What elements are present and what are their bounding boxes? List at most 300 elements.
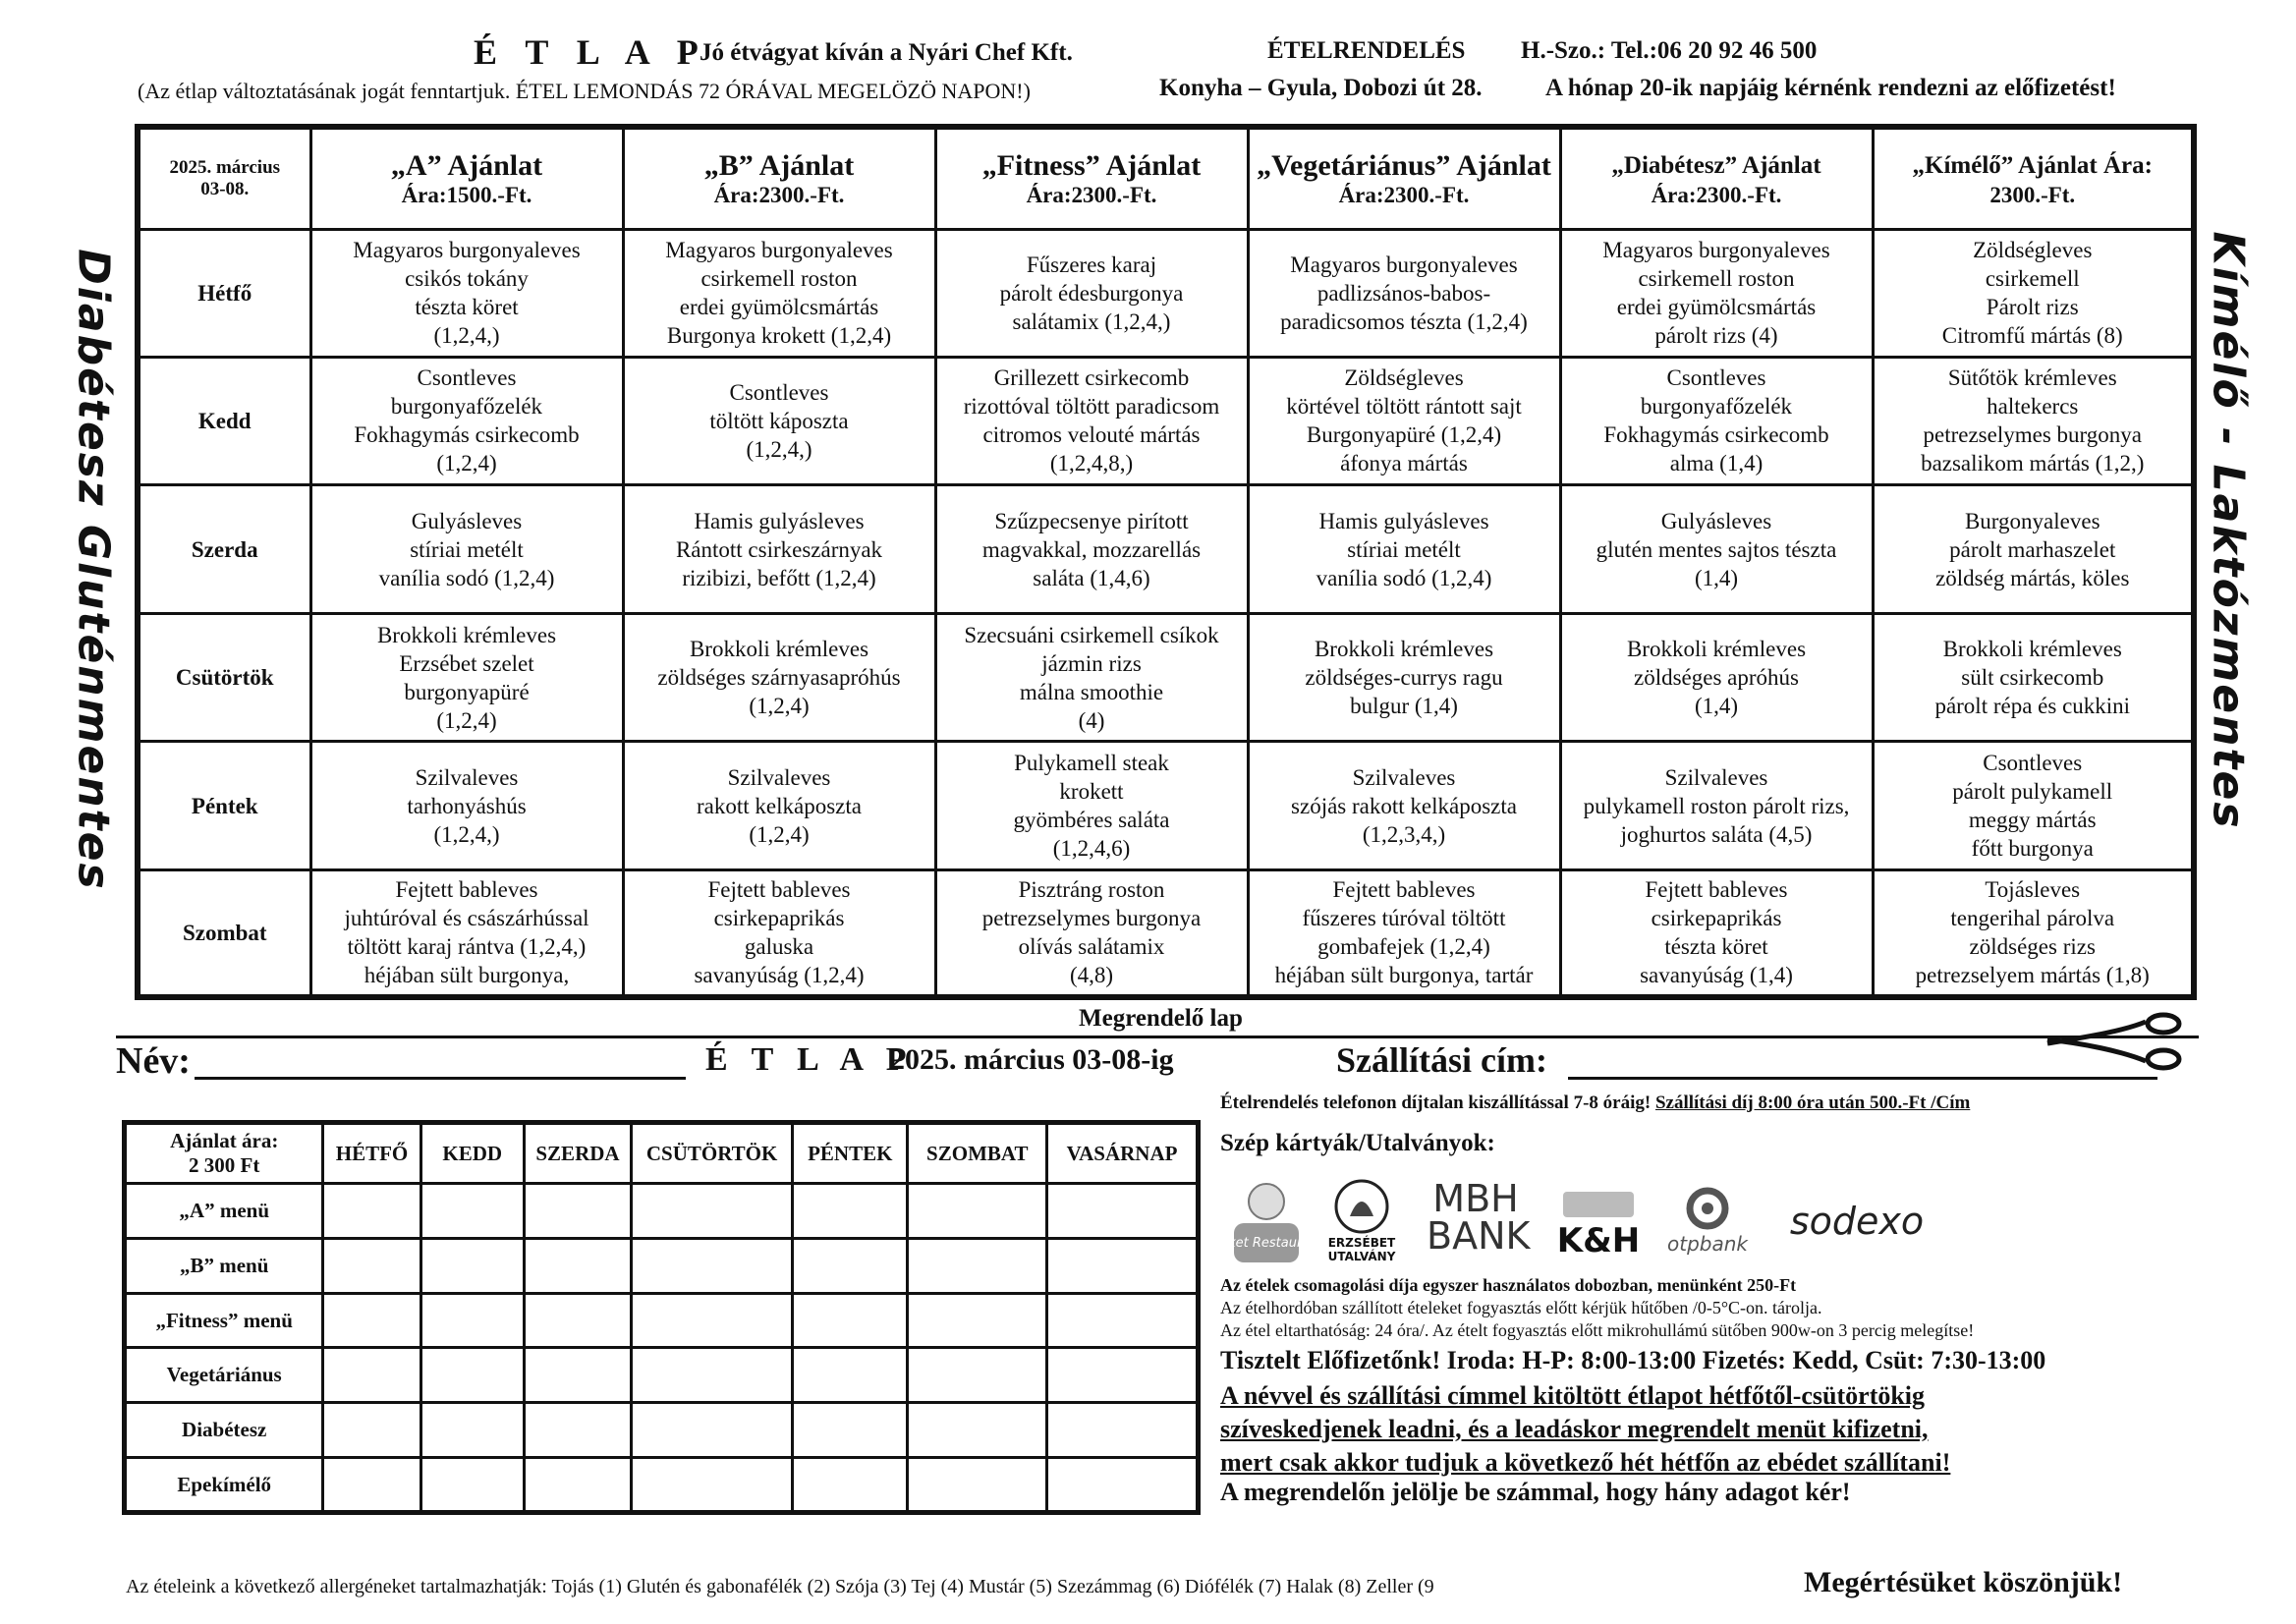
order-quantity-cell[interactable] xyxy=(1047,1458,1199,1513)
dish-line: Fejtett bableves xyxy=(1645,877,1788,903)
dish-line: rakott kelkáposzta xyxy=(697,793,862,818)
menu-day-row xyxy=(138,484,2194,613)
dish-line: Burgonyapüré (1,2,4) xyxy=(1306,422,1502,448)
dish-line: csirkemell xyxy=(1985,266,2080,292)
side-label-left: Diabétesz Gluténmentes xyxy=(68,249,119,891)
order-day-header: VASÁRNAP xyxy=(1047,1123,1199,1184)
dish-line: stíriai metélt xyxy=(410,536,524,562)
order-row xyxy=(125,1184,1199,1239)
order-row-label: „B” menü xyxy=(125,1238,323,1293)
sodexo-logo xyxy=(1768,1187,1945,1256)
plan-name: „A” Ajánlat xyxy=(390,148,543,182)
logo-text: K&H xyxy=(1556,1221,1641,1260)
dish-line: málna smoothie xyxy=(1019,679,1164,704)
menu-cell xyxy=(623,614,935,742)
dish-line: csirkepaprikás xyxy=(713,906,845,931)
menu-day-row xyxy=(138,229,2194,357)
menu-cell xyxy=(1873,869,2194,997)
order-row-label: Vegetáriánus xyxy=(125,1348,323,1403)
menu-day-row xyxy=(138,614,2194,742)
menu-cell xyxy=(1873,742,2194,869)
menu-cell xyxy=(1560,484,1873,613)
dish-line: zöldséges-currys ragu xyxy=(1305,665,1503,691)
order-quantity-cell[interactable] xyxy=(420,1403,524,1458)
menu-day-row xyxy=(138,357,2194,484)
order-quantity-cell[interactable] xyxy=(908,1403,1047,1458)
date-line: 2025. március xyxy=(169,156,281,178)
hours-phone: H.-Szo.: Tel.:06 20 92 46 500 xyxy=(1521,37,1818,64)
dish-line: jázmin rizs xyxy=(1041,650,1142,676)
dish-line: Sütőtök krémleves xyxy=(1947,365,2117,391)
name-label: Név: xyxy=(116,1040,191,1082)
order-row-label: Epekímélő xyxy=(125,1458,323,1513)
order-quantity-cell[interactable] xyxy=(420,1293,524,1348)
dish-line: (1,2,3,4,) xyxy=(1362,821,1446,847)
menu-cell xyxy=(623,357,935,484)
dish-line: Párolt rizs xyxy=(1986,295,2079,320)
menu-cell xyxy=(1560,614,1873,742)
menu-cell xyxy=(1560,742,1873,869)
order-day-header: KEDD xyxy=(420,1123,524,1184)
order-row xyxy=(125,1238,1199,1293)
order-quantity-cell[interactable] xyxy=(524,1403,631,1458)
dish-line: Szilvaleves xyxy=(1352,764,1456,790)
dish-line: Zöldségleves xyxy=(1973,238,2093,263)
order-quantity-cell[interactable] xyxy=(908,1348,1047,1403)
dish-line: Magyaros burgonyaleves xyxy=(1290,252,1518,277)
order-quantity-cell[interactable] xyxy=(632,1238,793,1293)
dish-line: Magyaros burgonyaleves xyxy=(665,238,893,263)
dish-line: Csontleves xyxy=(1983,751,2083,776)
dish-line: tengerihal párolva xyxy=(1950,906,2115,931)
menu-cell xyxy=(1560,229,1873,357)
order-day-header: SZERDA xyxy=(524,1123,631,1184)
dish-line: (1,2,4) xyxy=(749,821,810,847)
address-field[interactable] xyxy=(1568,1041,2157,1080)
dish-line: Pisztráng roston xyxy=(1018,877,1165,903)
dish-line: (4,8) xyxy=(1069,963,1114,988)
weekly-menu-table xyxy=(135,124,2197,1000)
price-header xyxy=(125,1123,323,1184)
dish-line: gyömbéres saláta xyxy=(1013,808,1170,833)
menu-cell xyxy=(310,742,623,869)
dish-line: petrezselyem mártás (1,8) xyxy=(1915,963,2150,988)
dish-line: petrezselymes burgonya xyxy=(981,906,1202,931)
order-quantity-cell[interactable] xyxy=(793,1348,908,1403)
menu-cell xyxy=(1248,614,1560,742)
dish-line: csirkepaprikás xyxy=(1651,906,1782,931)
dish-line: Hamis gulyásleves xyxy=(1318,508,1489,533)
order-quantity-cell[interactable] xyxy=(793,1293,908,1348)
order-quantity-cell[interactable] xyxy=(1047,1348,1199,1403)
order-quantity-cell[interactable] xyxy=(524,1293,631,1348)
logo-text: ERZSÉBET UTALVÁNY xyxy=(1327,1236,1396,1263)
menu-cell xyxy=(935,614,1248,742)
dish-line: töltött káposzta xyxy=(709,408,849,433)
dish-line: Burgonyaleves xyxy=(1964,508,2100,533)
order-row-label: Diabétesz xyxy=(125,1403,323,1458)
plan-name: „Vegetáriánus” Ajánlat xyxy=(1257,148,1551,182)
dish-line: (1,2,4,6) xyxy=(1052,836,1131,862)
address-label: Szállítási cím: xyxy=(1336,1040,1547,1080)
dish-line: gombafejek (1,2,4) xyxy=(1317,934,1490,960)
dish-line: csikós tokány xyxy=(405,266,529,292)
cards-label: Szép kártyák/Utalványok: xyxy=(1220,1130,1495,1156)
date-header xyxy=(138,127,310,229)
dish-line: Szilvaleves xyxy=(1664,764,1768,790)
plan-header xyxy=(1248,127,1560,229)
dish-line: (1,2,4) xyxy=(749,694,810,719)
dish-line: (1,2,4) xyxy=(436,451,497,476)
order-quantity-cell[interactable] xyxy=(420,1348,524,1403)
order-label: ÉTELRENDELÉS xyxy=(1267,37,1466,64)
dish-line: savanyúság (1,2,4) xyxy=(694,963,865,988)
plan-price: Ára:1500.-Ft. xyxy=(401,182,532,207)
dish-line: körtével töltött rántott sajt xyxy=(1286,394,1522,420)
dish-line: Gulyásleves xyxy=(1660,508,1772,533)
dish-line: Fejtett bableves xyxy=(1332,877,1476,903)
order-quantity-cell[interactable] xyxy=(420,1184,524,1239)
order-quantity-cell[interactable] xyxy=(1047,1238,1199,1293)
plan-price: Ára:2300.-Ft. xyxy=(1651,182,1782,207)
order-row xyxy=(125,1458,1199,1513)
order-quantity-cell[interactable] xyxy=(524,1458,631,1513)
cut-line xyxy=(116,1036,2199,1038)
menu-cell xyxy=(935,742,1248,869)
dish-line: Fokhagymás csirkecomb xyxy=(354,422,580,448)
menu-cell xyxy=(1248,869,1560,997)
logo-text: Ticket Restaurant xyxy=(1209,1236,1323,1251)
dish-line: (1,4) xyxy=(1694,694,1739,719)
order-quantity-cell[interactable] xyxy=(632,1293,793,1348)
order-quantity-cell[interactable] xyxy=(632,1458,793,1513)
dish-line: bazsalikom mártás (1,2,) xyxy=(1921,451,2145,476)
dish-line: Szecsuáni csirkemell csíkok xyxy=(964,622,1219,647)
dish-line: juhtúróval és császárhússal xyxy=(344,906,589,931)
menu-header-row xyxy=(138,127,2194,229)
dish-line: párolt rizs (4) xyxy=(1654,323,1778,349)
plan-name: „Diabétesz” Ajánlat xyxy=(1611,151,1821,179)
delivery-note xyxy=(1220,1092,1970,1114)
menu-cell xyxy=(935,357,1248,484)
day-label: Csütörtök xyxy=(138,614,310,742)
menu-cell xyxy=(310,869,623,997)
menu-cell xyxy=(310,614,623,742)
dish-line: meggy mártás xyxy=(1968,808,2097,833)
dish-line: Magyaros burgonyaleves xyxy=(353,238,581,263)
order-row xyxy=(125,1293,1199,1348)
order-grid xyxy=(122,1120,1201,1515)
dish-line: szójás rakott kelkáposzta xyxy=(1291,793,1517,818)
dish-line: magvakkal, mozzarellás xyxy=(981,536,1202,562)
dish-line: tészta köret xyxy=(1664,934,1768,960)
dish-line: salátamix (1,2,4,) xyxy=(1012,308,1171,334)
dish-line: rizibizi, befőtt (1,2,4) xyxy=(682,565,876,590)
dish-line: Csontleves xyxy=(729,379,829,405)
dish-line: Brokkoli krémleves xyxy=(1626,637,1807,662)
dish-line: (1,2,4,) xyxy=(746,436,812,462)
instruction-line: szíveskedjenek leadni, és a leadáskor megrendelt menüt kifizetni, xyxy=(1220,1415,1929,1443)
dish-line: Brokkoli krémleves xyxy=(376,622,557,647)
dish-line: paradicsomos tészta (1,2,4) xyxy=(1280,308,1528,334)
order-quantity-cell[interactable] xyxy=(793,1184,908,1239)
logo-text: sodexo xyxy=(1789,1200,1925,1243)
order-quantity-cell[interactable] xyxy=(793,1238,908,1293)
dish-line: padlizsános-babos- xyxy=(1316,280,1491,306)
dish-line: joghurtos saláta (4,5) xyxy=(1620,821,1813,847)
dish-line: Erzsébet szelet xyxy=(399,650,534,676)
menu-cell xyxy=(935,484,1248,613)
dish-line: alma (1,4) xyxy=(1669,451,1764,476)
dish-line: haltekercs xyxy=(1987,394,2079,420)
dish-line: Fűszeres karaj xyxy=(1026,252,1157,277)
menu-cell xyxy=(310,484,623,613)
dish-line: Magyaros burgonyaleves xyxy=(1602,238,1830,263)
delivery-fee: Szállítási díj 8:00 óra után 500.-Ft /Cím xyxy=(1654,1092,1971,1113)
thanks-note: Megértésüket köszönjük! xyxy=(1804,1566,2123,1598)
dish-line: Brokkoli krémleves xyxy=(689,637,869,662)
dish-line: tarhonyáshús xyxy=(407,793,527,818)
dish-line: csirkemell roston xyxy=(1638,266,1795,292)
date-line: 03-08. xyxy=(200,178,250,199)
order-quantity-cell[interactable] xyxy=(793,1403,908,1458)
delivery-free: Ételrendelés telefonon díjtalan kiszállítással 7-8 óráig! xyxy=(1220,1092,1652,1113)
order-quantity-cell[interactable] xyxy=(524,1348,631,1403)
order-row-label: „Fitness” menü xyxy=(125,1293,323,1348)
order-day-header: CSÜTÖRTÖK xyxy=(632,1123,793,1184)
menu-cell xyxy=(1873,357,2194,484)
order-quantity-cell[interactable] xyxy=(323,1184,420,1239)
order-row xyxy=(125,1348,1199,1403)
dish-line: Hamis gulyásleves xyxy=(694,508,865,533)
order-day-header: PÉNTEK xyxy=(793,1123,908,1184)
dish-line: olívás salátamix xyxy=(1018,934,1165,960)
page-title: É T L A P xyxy=(474,32,708,72)
allergen-note: Az ételeink a következő allergéneket tartalmazhatják: Tojás (1) Glutén és gabonafélék (2) Szója (3) Tej (4) Mustár (5) Szezámmag (6) Diófélék (7) Halak (8) Zeller (9 xyxy=(126,1576,1434,1597)
menu-cell xyxy=(1873,229,2194,357)
dish-line: áfonya mártás xyxy=(1340,451,1468,476)
order-quantity-cell[interactable] xyxy=(908,1238,1047,1293)
menu-cell xyxy=(310,357,623,484)
dish-line: bulgur (1,4) xyxy=(1350,694,1458,719)
mbh-bank-logo xyxy=(1415,1175,1537,1260)
menu-cell xyxy=(1560,869,1873,997)
dish-line: főtt burgonya xyxy=(1971,836,2094,862)
dish-line: töltött karaj rántva (1,2,4,) xyxy=(347,934,587,960)
dish-line: párolt pulykamell xyxy=(1952,779,2113,805)
plan-header xyxy=(623,127,935,229)
dish-line: Csontleves xyxy=(417,365,517,391)
order-quantity-cell[interactable] xyxy=(908,1458,1047,1513)
dish-line: galuska xyxy=(744,934,814,960)
logo-text: otpbank xyxy=(1667,1232,1748,1256)
menu-cell xyxy=(623,229,935,357)
dish-line: Fejtett bableves xyxy=(395,877,538,903)
dish-line: rizottóval töltött paradicsom xyxy=(963,394,1220,420)
dish-line: párolt répa és cukkini xyxy=(1934,694,2131,719)
quantity-note: A megrendelőn jelölje be számmal, hogy hány adagot kér! xyxy=(1220,1478,1851,1506)
dish-line: Pulykamell steak xyxy=(1014,751,1169,776)
dish-line: Brokkoli krémleves xyxy=(1942,637,2122,662)
order-quantity-cell[interactable] xyxy=(1047,1184,1199,1239)
plan-name: „Fitness” Ajánlat xyxy=(981,148,1202,182)
order-quantity-cell[interactable] xyxy=(632,1184,793,1239)
menu-cell xyxy=(1248,484,1560,613)
price-header-line: 2 300 Ft xyxy=(189,1153,260,1177)
dish-line: zöldség mártás, köles xyxy=(1935,565,2130,590)
menu-cell xyxy=(1248,357,1560,484)
dish-line: glutén mentes sajtos tészta xyxy=(1596,536,1837,562)
dish-line: burgonyafőzelék xyxy=(390,394,543,420)
order-quantity-cell[interactable] xyxy=(323,1403,420,1458)
dish-line: Szilvaleves xyxy=(415,764,519,790)
dish-line: héjában sült burgonya, tartár xyxy=(1274,963,1534,988)
name-field[interactable] xyxy=(195,1041,686,1080)
menu-cell xyxy=(1248,742,1560,869)
dish-line: Szilvaleves xyxy=(727,764,831,790)
dish-line: csirkemell roston xyxy=(700,266,858,292)
otp-bank-logo xyxy=(1662,1175,1753,1265)
order-quantity-cell[interactable] xyxy=(323,1238,420,1293)
plan-price: Ára:2300.-Ft. xyxy=(713,182,845,207)
subscription-note: A hónap 20-ik napjáig kérnénk rendezni az előfizetést! xyxy=(1545,75,2116,101)
storage-note: Az ételhordóban szállított ételeket fogyasztás előtt kérjük hűtőben /0-5°C-on. tárolja. xyxy=(1220,1298,1822,1317)
order-quantity-cell[interactable] xyxy=(323,1293,420,1348)
day-label: Péntek xyxy=(138,742,310,869)
instruction-line: mert csak akkor tudjuk a következő hét hétfőn az ebédet szállítani! xyxy=(1220,1448,1951,1477)
dish-line: Gulyásleves xyxy=(411,508,523,533)
price-header-line: Ajánlat ára: xyxy=(170,1129,279,1152)
dish-line: párolt marhaszelet xyxy=(1949,536,2116,562)
menu-day-row xyxy=(138,869,2194,997)
packaging-note: Az ételek csomagolási díja egyszer használatos dobozban, menünként 250-Ft xyxy=(1220,1275,1797,1295)
order-day-header: HÉTFŐ xyxy=(323,1123,420,1184)
day-label: Kedd xyxy=(138,357,310,484)
dish-line: Zöldségleves xyxy=(1344,365,1464,391)
order-quantity-cell[interactable] xyxy=(793,1458,908,1513)
dish-line: erdei gyümölcsmártás xyxy=(679,295,879,320)
menu-cell xyxy=(1873,484,2194,613)
day-label: Szerda xyxy=(138,484,310,613)
shelf-life-note: Az étel eltarthatóság: 24 óra/. Az ételt fogyasztás előtt mikrohullámú sütőben 900w-on 3 percig melegítse! xyxy=(1220,1320,1975,1340)
dish-line: Grillezett csirkecomb xyxy=(993,365,1190,391)
dish-line: Csontleves xyxy=(1666,365,1766,391)
menu-cell xyxy=(935,229,1248,357)
dish-line: vanília sodó (1,2,4) xyxy=(1316,565,1492,590)
logo-text: MBH BANK xyxy=(1427,1177,1531,1258)
slogan: Jó étvágyat kíván a Nyári Chef Kft. xyxy=(700,39,1073,66)
dish-line: (4) xyxy=(1078,707,1105,733)
dish-line: (1,2,4,8,) xyxy=(1049,451,1134,476)
instruction-line: A névvel és szállítási címmel kitöltött étlapot hétfőtől-csütörtökig xyxy=(1220,1381,1926,1410)
menu-cell xyxy=(1248,229,1560,357)
order-quantity-cell[interactable] xyxy=(908,1293,1047,1348)
menu-cell xyxy=(623,742,935,869)
dish-line: savanyúság (1,4) xyxy=(1640,963,1793,988)
dish-line: Brokkoli krémleves xyxy=(1314,637,1494,662)
order-quantity-cell[interactable] xyxy=(420,1238,524,1293)
dish-line: Rántott csirkeszárnyak xyxy=(675,536,883,562)
menu-cell xyxy=(623,484,935,613)
plan-price: Ára:2300.-Ft. xyxy=(1338,182,1470,207)
order-quantity-cell[interactable] xyxy=(632,1348,793,1403)
instruction-block xyxy=(1220,1379,1950,1480)
order-quantity-cell[interactable] xyxy=(1047,1403,1199,1458)
dish-line: pulykamell roston párolt rizs, xyxy=(1583,793,1850,818)
dish-line: Citromfű mártás (8) xyxy=(1941,323,2123,349)
dish-line: zöldséges apróhús xyxy=(1634,665,1799,691)
dish-line: Fokhagymás csirkecomb xyxy=(1603,422,1829,448)
order-quantity-cell[interactable] xyxy=(524,1238,631,1293)
order-quantity-cell[interactable] xyxy=(524,1184,631,1239)
order-quantity-cell[interactable] xyxy=(632,1403,793,1458)
menu-cell xyxy=(1560,357,1873,484)
plan-name: „Kímélő” Ajánlat Ára: xyxy=(1912,151,2153,179)
order-quantity-cell[interactable] xyxy=(323,1458,420,1513)
dish-line: burgonyafőzelék xyxy=(1640,394,1793,420)
order-sheet-heading: Megrendelő lap xyxy=(1079,1005,1243,1032)
dish-line: Burgonya krokett (1,2,4) xyxy=(666,323,892,349)
dish-line: stíriai metélt xyxy=(1347,536,1461,562)
kitchen-address: Konyha – Gyula, Dobozi út 28. xyxy=(1159,75,1483,101)
dish-line: citromos velouté mártás xyxy=(982,422,1201,448)
dish-line: Tojásleves xyxy=(1985,877,2081,903)
dish-line: petrezselymes burgonya xyxy=(1923,422,2142,448)
dish-line: vanília sodó (1,2,4) xyxy=(378,565,555,590)
order-quantity-cell[interactable] xyxy=(420,1458,524,1513)
dish-line: tészta köret xyxy=(415,295,519,320)
order-quantity-cell[interactable] xyxy=(908,1184,1047,1239)
ticket-restaurant-logo xyxy=(1209,1177,1323,1267)
order-period: 2025. március 03-08-ig xyxy=(890,1043,1174,1076)
side-label-right: Kímélő - Laktózmentes xyxy=(2203,231,2254,830)
day-label: Hétfő xyxy=(138,229,310,357)
dish-line: erdei gyümölcsmártás xyxy=(1616,295,1817,320)
dish-line: saláta (1,4,6) xyxy=(1033,565,1150,590)
plan-header xyxy=(1873,127,2194,229)
order-header-row xyxy=(125,1123,1199,1184)
menu-day-row xyxy=(138,742,2194,869)
dish-line: fűszeres túróval töltött xyxy=(1302,906,1506,931)
dish-line: párolt édesburgonya xyxy=(999,280,1184,306)
menu-cell xyxy=(623,869,935,997)
dish-line: zöldséges rizs xyxy=(1969,934,2096,960)
order-quantity-cell[interactable] xyxy=(323,1348,420,1403)
menu-cell xyxy=(1873,614,2194,742)
dish-line: Szűzpecsenye pirított xyxy=(994,508,1189,533)
change-notice: (Az étlap változtatásának jogát fenntartjuk. ÉTEL LEMONDÁS 72 ÓRÁVAL MEGELÖZÖ NAPON!) xyxy=(138,79,1031,103)
order-day-header: SZOMBAT xyxy=(908,1123,1047,1184)
plan-price: 2300.-Ft. xyxy=(1989,182,2076,207)
menu-cell xyxy=(310,229,623,357)
order-row xyxy=(125,1403,1199,1458)
dish-line: burgonyapüré xyxy=(404,679,530,704)
order-row-label: „A” menü xyxy=(125,1184,323,1239)
order-quantity-cell[interactable] xyxy=(1047,1293,1199,1348)
dish-line: (1,2,4,) xyxy=(433,323,500,349)
plan-name: „B” Ajánlat xyxy=(703,148,855,182)
dish-line: (1,2,4) xyxy=(436,707,497,733)
dish-line: zöldséges szárnyasapróhús xyxy=(657,665,901,691)
plan-header xyxy=(935,127,1248,229)
erzsebet-logo xyxy=(1316,1171,1407,1269)
order-title: É T L A P xyxy=(705,1041,915,1078)
dish-line: krokett xyxy=(1059,779,1124,805)
plan-header xyxy=(310,127,623,229)
plan-header xyxy=(1560,127,1873,229)
dish-line: (1,2,4,) xyxy=(433,821,500,847)
plan-price: Ára:2300.-Ft. xyxy=(1026,182,1157,207)
